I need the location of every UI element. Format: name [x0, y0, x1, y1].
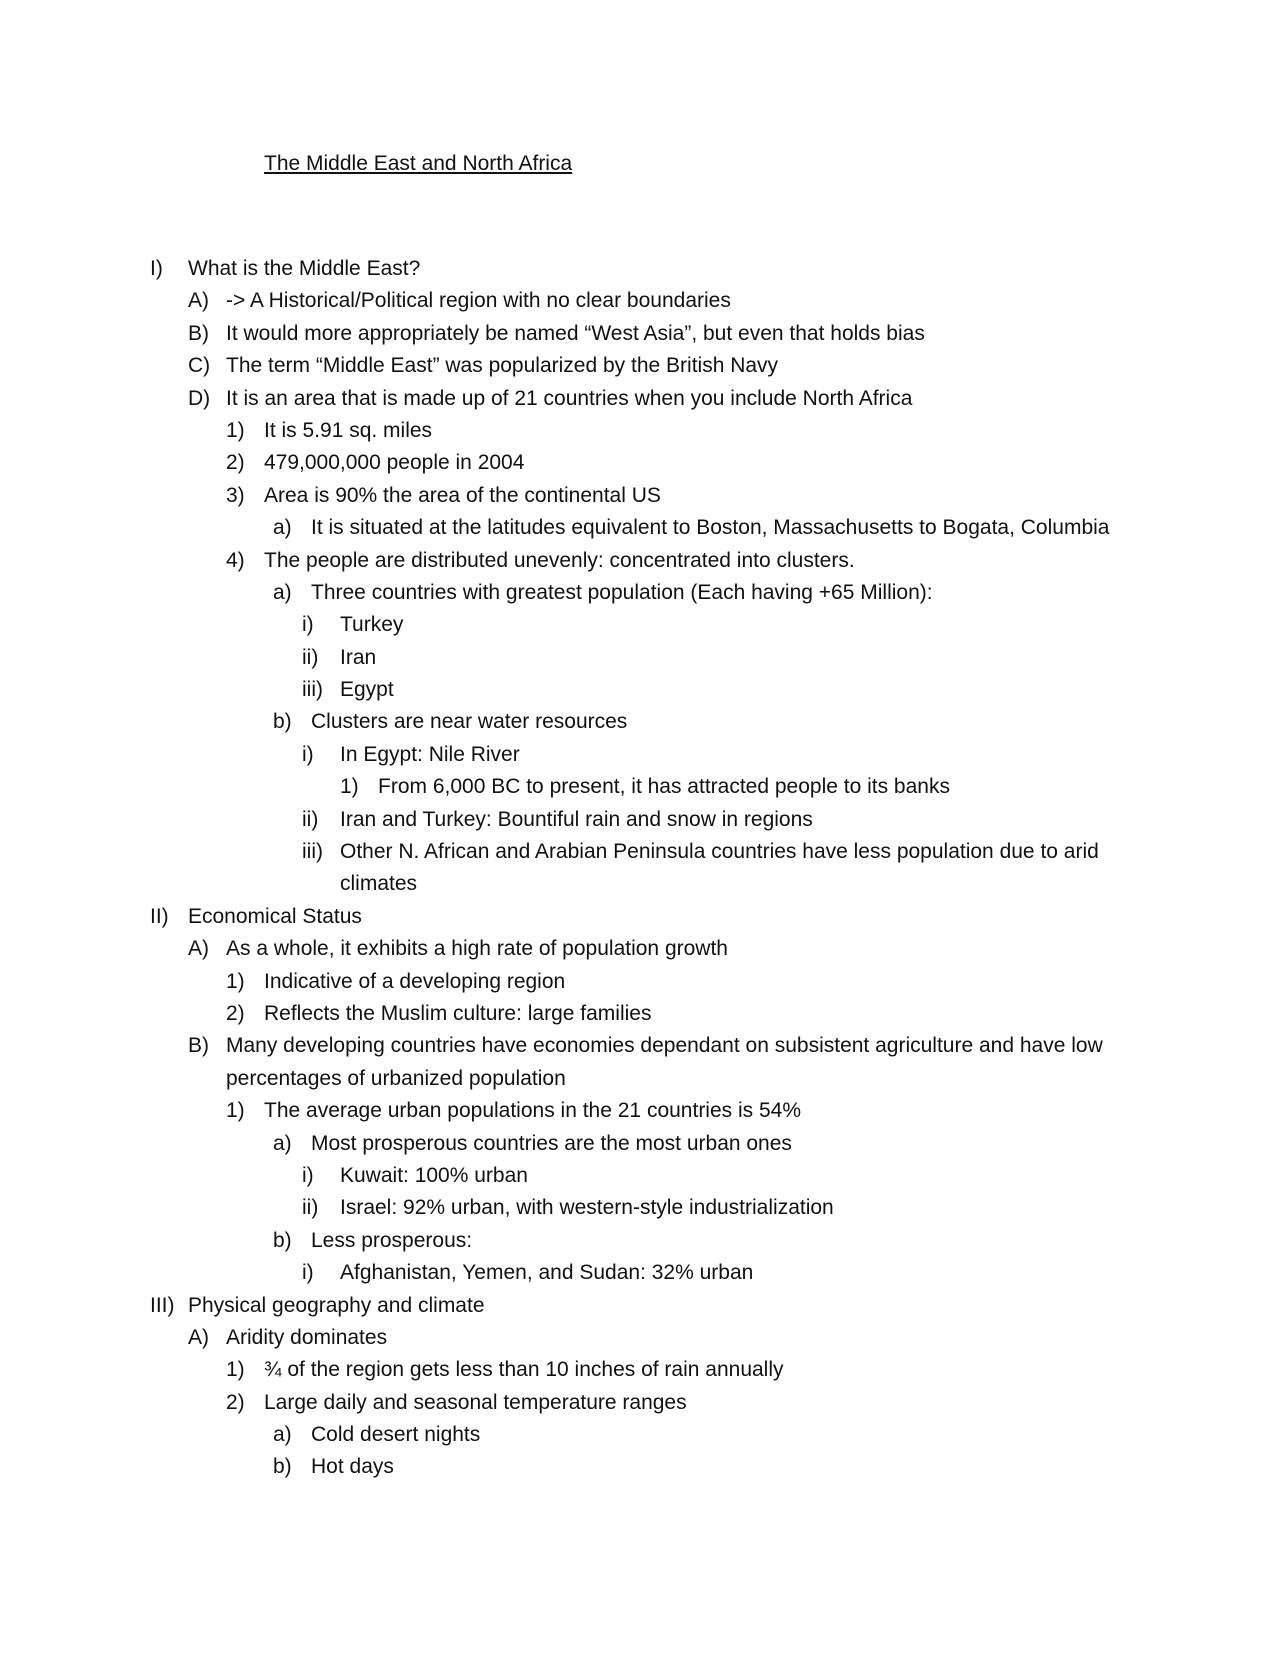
outline-text: Afghanistan, Yemen, and Sudan: 32% urban [340, 1261, 754, 1285]
outline-text: The term “Middle East” was popularized by the British Navy [226, 354, 779, 378]
outline-marker: 2) [226, 451, 245, 475]
outline-item [0, 1196, 1280, 1228]
outline-item [0, 354, 1280, 386]
outline-item [0, 1132, 1280, 1164]
outline-item [0, 322, 1280, 354]
outline-text: Area is 90% the area of the continental US [264, 483, 661, 507]
outline-marker: i) [302, 613, 314, 637]
outline-item [0, 1294, 1280, 1326]
outline-text: It is an area that is made up of 21 countries when you include North Africa [226, 386, 913, 410]
outline-marker: ii) [302, 1196, 319, 1220]
outline-text: It is 5.91 sq. miles [264, 418, 433, 442]
outline-text: -> A Historical/Political region with no clear boundaries [226, 289, 731, 313]
outline-marker: i) [302, 742, 314, 766]
outline-marker: iii) [302, 840, 323, 864]
outline-item [0, 1261, 1280, 1293]
outline-marker: A) [188, 1325, 209, 1349]
outline-item [0, 1391, 1280, 1423]
outline-item [0, 613, 1280, 645]
outline-text: Three countries with greatest population (Each having +65 Million): [311, 580, 933, 604]
outline-item [0, 743, 1280, 775]
outline-item [0, 451, 1280, 483]
outline-item [0, 872, 1280, 904]
outline-text: Egypt [340, 678, 394, 702]
outline-item [0, 970, 1280, 1002]
outline-marker: A) [188, 937, 209, 961]
outline-item [0, 484, 1280, 516]
outline-marker: III) [150, 1293, 175, 1317]
outline-marker: ii) [302, 807, 319, 831]
outline-marker: D) [188, 386, 211, 410]
outline-item [0, 646, 1280, 678]
outline-text: Aridity dominates [226, 1325, 388, 1349]
outline-marker: a) [273, 516, 292, 540]
outline-marker: i) [302, 1163, 314, 1187]
outline-marker: 3) [226, 483, 245, 507]
outline-marker: a) [273, 580, 292, 604]
outline-text: Cold desert nights [311, 1423, 481, 1447]
outline-item [0, 516, 1280, 548]
outline-marker: b) [273, 1455, 292, 1479]
outline-item [0, 387, 1280, 419]
outline-item [0, 808, 1280, 840]
outline-item [0, 1099, 1280, 1131]
outline-text: Hot days [311, 1455, 394, 1479]
outline-item [0, 1455, 1280, 1487]
outline-marker: i) [302, 1261, 314, 1285]
outline-marker: 1) [226, 969, 245, 993]
outline-item [0, 1229, 1280, 1261]
outline-text: Large daily and seasonal temperature ranges [264, 1390, 687, 1414]
outline-item [0, 1326, 1280, 1358]
outline-item [0, 840, 1280, 872]
outline-item [0, 419, 1280, 451]
outline-text: From 6,000 BC to present, it has attracted people to its banks [378, 775, 950, 799]
outline-item [0, 710, 1280, 742]
document-title: The Middle East and North Africa [264, 152, 573, 175]
outline-text: Physical geography and climate [188, 1293, 485, 1317]
outline-marker: ii) [302, 645, 319, 669]
outline-text: Less prosperous: [311, 1228, 473, 1252]
outline-text: Indicative of a developing region [264, 969, 566, 993]
outline-marker: A) [188, 289, 209, 313]
outline-item [0, 581, 1280, 613]
outline-marker: 2) [226, 1001, 245, 1025]
outline-text: Turkey [340, 613, 404, 637]
outline-text: Israel: 92% urban, with western-style industrialization [340, 1196, 834, 1220]
outline-marker: B) [188, 321, 209, 345]
outline-text: As a whole, it exhibits a high rate of population growth [226, 937, 728, 961]
outline-marker: a) [273, 1131, 292, 1155]
outline-item [0, 1067, 1280, 1099]
outline-item [0, 775, 1280, 807]
outline-marker: 1) [340, 775, 359, 799]
outline-item [0, 1423, 1280, 1455]
outline-item [0, 549, 1280, 581]
outline-item [0, 1164, 1280, 1196]
outline-marker: 1) [226, 1358, 245, 1382]
outline-text: Reflects the Muslim culture: large families [264, 1001, 652, 1025]
outline-marker: iii) [302, 678, 323, 702]
outline-item [0, 289, 1280, 321]
outline-item [0, 1034, 1280, 1066]
outline-marker: 4) [226, 548, 245, 572]
outline-marker: II) [150, 904, 169, 928]
outline-item [0, 905, 1280, 937]
outline-text: What is the Middle East? [188, 257, 421, 280]
outline-text: In Egypt: Nile River [340, 742, 520, 766]
outline-marker: b) [273, 710, 292, 734]
outline-text: Kuwait: 100% urban [340, 1163, 528, 1187]
outline-item [0, 1002, 1280, 1034]
outline-text: 479,000,000 people in 2004 [264, 451, 525, 475]
outline-text: It would more appropriately be named “West Asia”, but even that holds bias [226, 321, 925, 345]
outline-text: Iran and Turkey: Bountiful rain and snow in regions [340, 807, 813, 831]
outline-marker: B) [188, 1034, 209, 1058]
outline-text: It is situated at the latitudes equivalent to Boston, Massachusetts to Bogata, Columbia [311, 516, 1110, 540]
outline-item [0, 1358, 1280, 1390]
outline-text: Other N. African and Arabian Peninsula countries have less population due to arid [340, 840, 1099, 864]
outline-text: percentages of urbanized population [226, 1066, 566, 1090]
outline-text: ¾ of the region gets less than 10 inches of rain annually [264, 1358, 784, 1382]
outline-marker: b) [273, 1228, 292, 1252]
outline-text: The people are distributed unevenly: concentrated into clusters. [264, 548, 855, 572]
outline-marker: 2) [226, 1390, 245, 1414]
outline-marker: 1) [226, 418, 245, 442]
outline-item [0, 678, 1280, 710]
outline-text: Clusters are near water resources [311, 710, 628, 734]
outline-marker: 1) [226, 1099, 245, 1123]
outline-marker: C) [188, 354, 211, 378]
outline-text: climates [340, 872, 418, 896]
outline-text: Iran [340, 645, 377, 669]
outline-text: Economical Status [188, 904, 362, 928]
outline-marker: a) [273, 1423, 292, 1447]
outline-text: Most prosperous countries are the most urban ones [311, 1131, 792, 1155]
outline-text: The average urban populations in the 21 countries is 54% [264, 1099, 802, 1123]
outline-text: Many developing countries have economies dependant on subsistent agriculture and have low [226, 1034, 1103, 1058]
outline-item [0, 937, 1280, 969]
outline-list [0, 257, 1280, 1488]
outline-marker: I) [150, 257, 163, 280]
outline-item [0, 257, 1280, 289]
